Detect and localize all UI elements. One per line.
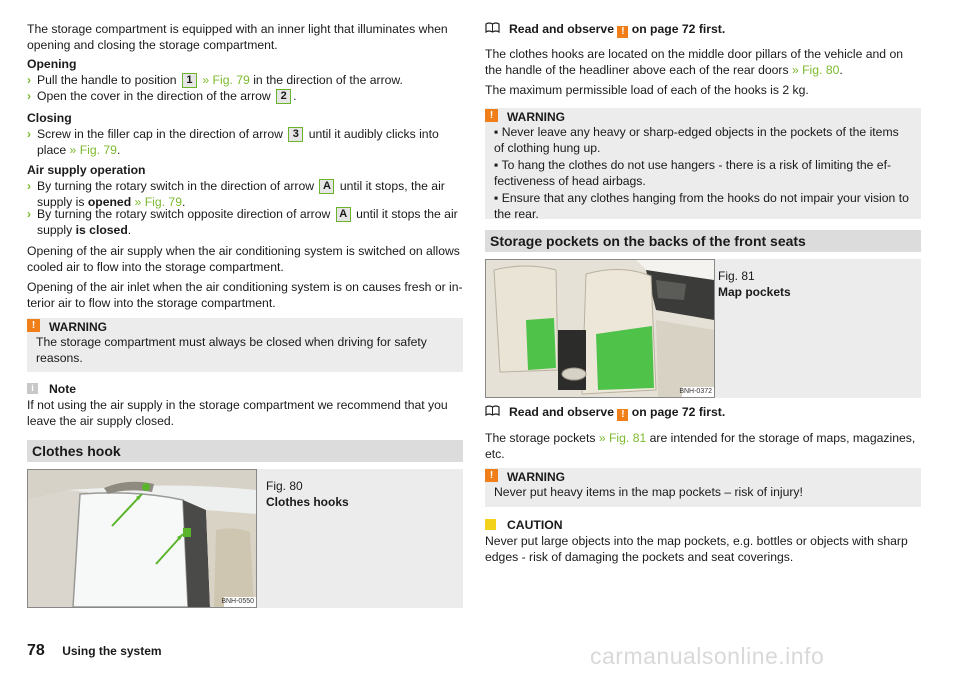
air-supply-heading: Air supply operation <box>27 163 146 177</box>
note-block <box>27 381 463 430</box>
step-chevron-icon: › <box>27 89 32 103</box>
key-a: A <box>319 179 334 194</box>
caution-label: CAUTION <box>507 518 563 532</box>
fig-81-link[interactable]: » Fig. 81 <box>598 431 647 445</box>
section-heading-storage-pockets: Storage pockets on the backs of the front seats <box>485 230 921 252</box>
step-chevron-icon: › <box>27 73 32 87</box>
warning-item: ▪ Never leave any heavy or sharp-edged objects in the pockets of the items of clothing hung up. <box>494 125 899 156</box>
warning-box <box>485 468 921 507</box>
book-icon <box>485 405 500 417</box>
fig-79-link[interactable]: » Fig. 79 <box>134 195 182 210</box>
map-pocket-right <box>596 326 654 390</box>
section-heading-clothes-hook: Clothes hook <box>27 440 463 462</box>
load-paragraph: The maximum permissible load of each of the hooks is 2 kg. <box>485 83 809 97</box>
opening-step-1: › Pull the handle to position 1 » Fig. 79 in the direction of the arrow. <box>27 73 403 87</box>
warning-text: The storage compartment must always be closed when driving for safety reasons. <box>36 335 427 366</box>
warning-label: WARNING <box>507 470 565 484</box>
seat-back-illustration <box>486 260 714 397</box>
read-observe-line: Read and observe ! on page 72 first. <box>485 21 945 38</box>
warning-list <box>485 124 921 222</box>
fig-79-link[interactable]: » Fig. 79 <box>69 143 117 158</box>
figure-code: BNH-0550 <box>221 598 254 605</box>
figure-80 <box>27 469 463 608</box>
warning-item: ▪ Ensure that any clothes hanging from the hooks do not impair your vision to the rear. <box>494 190 909 222</box>
warning-icon: ! <box>617 26 628 38</box>
map-pocket-left <box>526 318 556 370</box>
warning-box <box>27 318 463 372</box>
pockets-paragraph: The storage pockets » Fig. 81 are intended for the storage of maps, magazines, etc. <box>485 431 916 462</box>
opening-step-2: › Open the cover in the direction of the arrow 2 . <box>27 89 297 103</box>
figure-81 <box>485 259 921 398</box>
figure-code: BNH-0372 <box>679 388 712 395</box>
caution-icon <box>485 519 496 530</box>
warning-text: Never put heavy items in the map pockets – risk of injury! <box>494 485 803 499</box>
page-number: 78 <box>27 642 45 659</box>
hook-marker-pillar <box>183 528 191 537</box>
warning-item: ▪ To hang the clothes do not use hangers - there is a risk of limiting the ef-fectiveness of head airbags. <box>494 157 892 189</box>
warning-icon: ! <box>27 319 40 332</box>
figure-caption: Fig. 80 Clothes hooks <box>266 479 349 509</box>
step-chevron-icon: › <box>27 179 32 193</box>
step-chevron-icon: › <box>27 127 32 141</box>
note-icon: i <box>27 383 38 394</box>
watermark: carmanualsonline.info <box>590 643 825 669</box>
page-72-link[interactable]: on page 72 first. <box>631 22 726 36</box>
warning-icon: ! <box>485 469 498 482</box>
read-observe-line: Read and observe ! on page 72 first. <box>485 404 945 421</box>
warning-box <box>485 108 921 222</box>
hook-marker-top <box>142 483 150 491</box>
warning-label: WARNING <box>507 110 565 124</box>
figure-caption: Fig. 81 Map pockets <box>718 269 791 299</box>
car-interior-illustration <box>28 470 256 607</box>
opening-heading: Opening <box>27 57 77 71</box>
air-step-1: › By turning the rotary switch in the direction of arrow A until it stops, the air supply is opened » Fig. 79. <box>27 179 445 210</box>
caution-block <box>485 517 921 566</box>
chapter-title: Using the system <box>62 644 162 658</box>
key-a: A <box>336 207 351 222</box>
warning-icon: ! <box>617 409 628 421</box>
intro-paragraph: The storage compartment is equipped with an inner light that illuminates when opening and closing the storage compartment. <box>27 22 448 53</box>
key-1: 1 <box>182 73 197 88</box>
closing-step-1: › Screw in the filler cap in the direction of arrow 3 until it audibly clicks into place » Fig. 79. <box>27 127 439 158</box>
map-pockets-image <box>485 259 715 398</box>
air-step-2: › By turning the rotary switch opposite direction of arrow A until it stops the air supply is closed. <box>27 207 458 238</box>
warning-icon: ! <box>485 109 498 122</box>
caution-text: Never put large objects into the map pockets, e.g. bottles or objects with sharp edges - risk of damaging the pockets and seat coverings. <box>485 534 908 565</box>
page-72-link[interactable]: on page 72 first. <box>631 405 726 419</box>
key-2: 2 <box>276 89 291 104</box>
step-chevron-icon: › <box>27 207 32 221</box>
note-text: If not using the air supply in the storage compartment we recommend that you leave the air supply closed. <box>27 398 448 429</box>
air-paragraph-1: Opening of the air supply when the air conditioning system is switched on allows cooled air to flow into the storage compartment. <box>27 244 460 275</box>
fig-79-link[interactable]: » Fig. 79 <box>202 73 250 87</box>
note-label: Note <box>49 382 77 396</box>
page-footer <box>27 643 162 659</box>
clothes-hooks-image <box>27 469 257 608</box>
air-paragraph-2: Opening of the air inlet when the air conditioning system is on causes fresh or in-terior air to flow into the storage compartment. <box>27 280 463 311</box>
fig-80-link[interactable]: » Fig. 80 <box>791 63 840 78</box>
key-3: 3 <box>288 127 303 142</box>
book-icon <box>485 22 500 34</box>
hooks-paragraph: The clothes hooks are located on the middle door pillars of the vehicle and on the handle of the headliner above each of the rear doors » Fig. 80. <box>485 47 904 78</box>
warning-label: WARNING <box>49 320 107 334</box>
closing-heading: Closing <box>27 111 72 125</box>
